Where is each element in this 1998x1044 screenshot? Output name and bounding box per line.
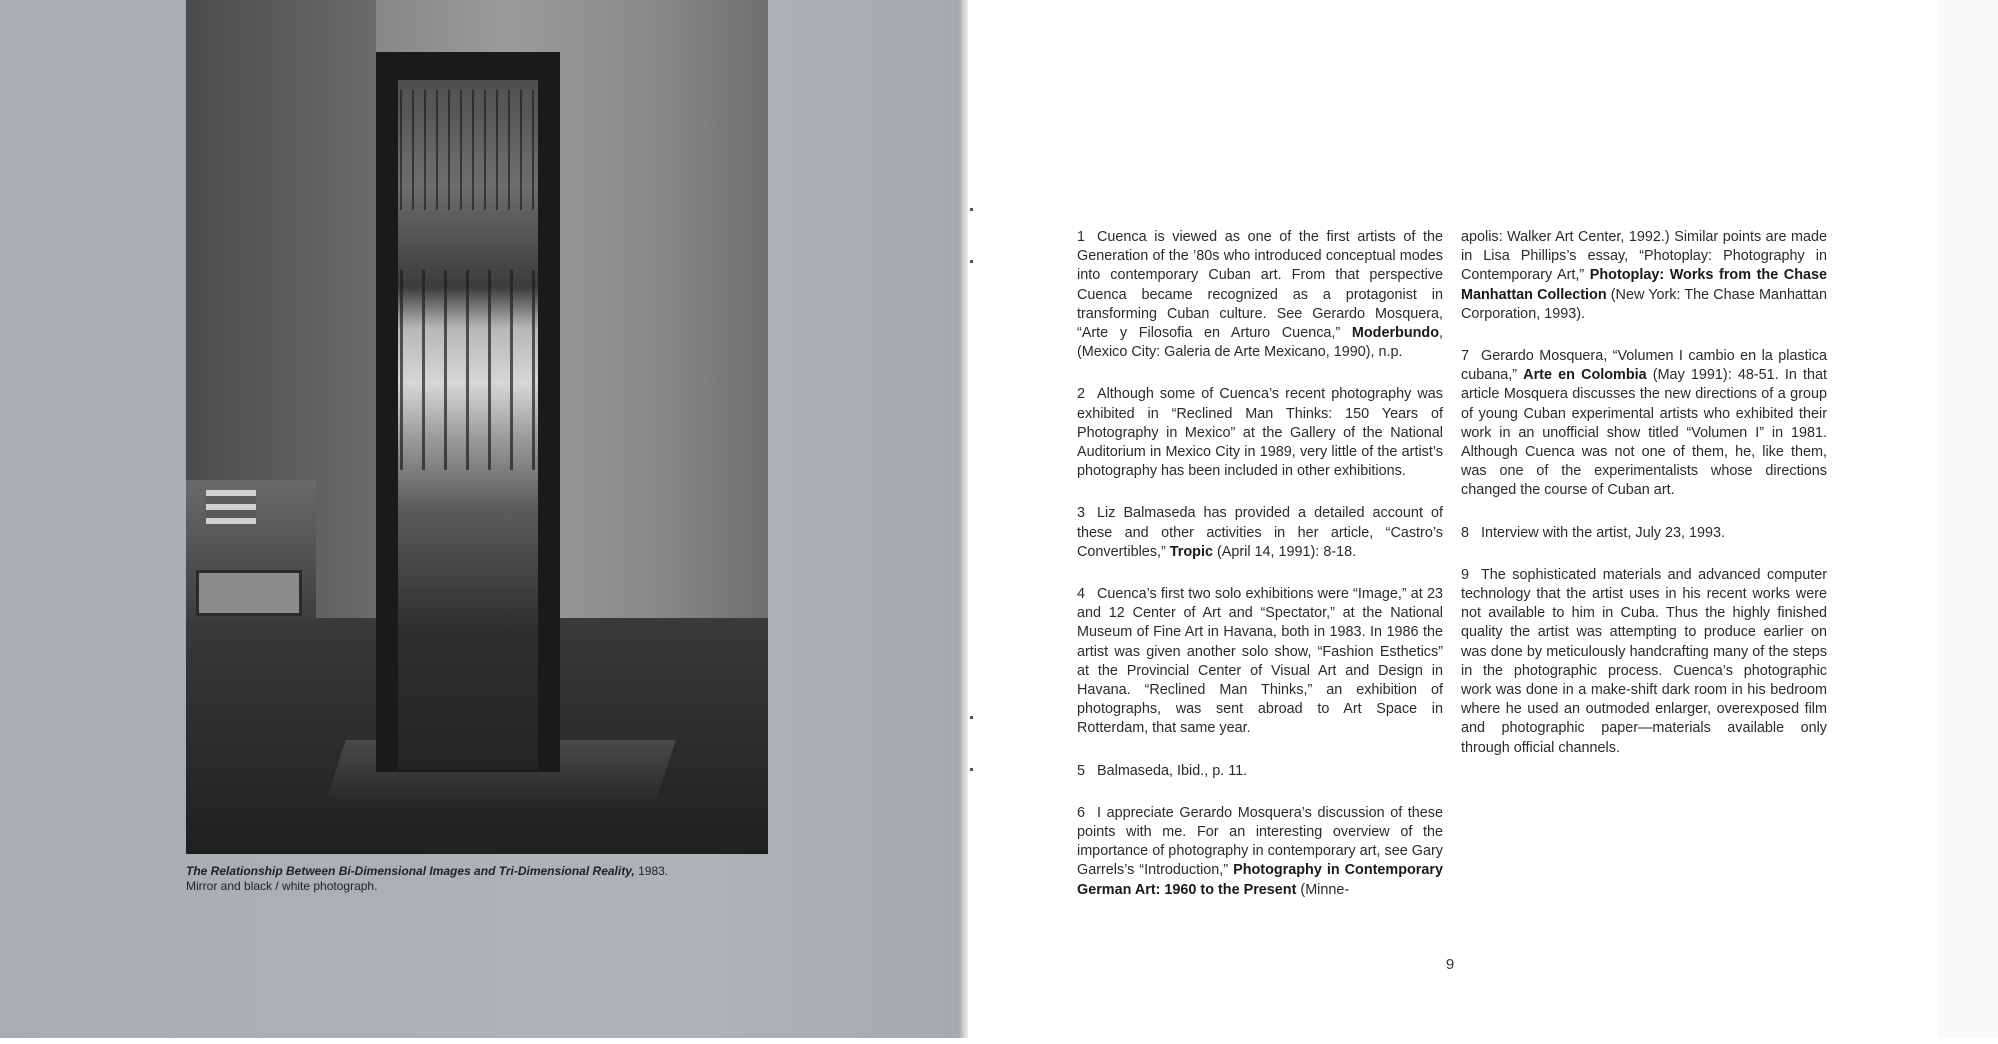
note-publication-title: Photoplay: Works from the Chase Manhattan Collection [1461, 267, 1827, 303]
caption-title: The Relationship Between Bi-Dimensional Images and Tri-Dimensional Reality, [186, 864, 635, 878]
page-edge [1938, 0, 1998, 1044]
endnote [1077, 504, 1443, 562]
endnote [1077, 804, 1443, 900]
note-number: 7 [1461, 348, 1470, 365]
endnote [1461, 347, 1827, 501]
endnote [1461, 524, 1827, 543]
binding-mark [970, 208, 973, 211]
note-text: , (Mexico City: Galeria de Arte Mexicano, 1990), n.p. [1077, 325, 1443, 361]
note-number: 5 [1077, 762, 1086, 779]
note-publication-title: Tropic [1169, 543, 1213, 560]
photo-paper-sheets [206, 490, 256, 530]
endnote [1077, 762, 1443, 781]
note-text: Interview with the artist, July 23, 1993. [1481, 524, 1725, 541]
note-text: The sophisticated materials and advanced computer technology that the artist uses in his recent works were not available to him in Cuba. Thus the highly finished quality the artist was attempting to produce earlier on was done by meticulously handcrafting many of the steps in the photographic process. Cuenca’s photographic work was done in a make-shift dark room in his bedroom where he used an outmoded enlarger, overexposed film and photographic paper—materials available only through official channels. [1461, 566, 1827, 756]
note-text: Although some of Cuenca’s recent photography was exhibited in “Reclined Man Thinks: 150 Years of Photography in Mexico” at the Gallery of the National Auditorium in Mexico City in 1989, very little of the artist’s photography has been included in other exhibitions. [1077, 386, 1443, 480]
page-number: 9 [1445, 956, 1455, 973]
note-text: Gerardo Mosquera, “Volumen I cambio en la plastica cubana,” [1461, 348, 1827, 384]
caption-medium: Mirror and black / white photograph. [186, 879, 378, 893]
binding-mark [970, 768, 973, 771]
note-publication-title: Arte en Colombia [1523, 367, 1647, 384]
note-text: Balmaseda, Ibid., p. 11. [1097, 762, 1248, 779]
endnote [1077, 385, 1443, 481]
photo-caption [186, 864, 766, 894]
binding-mark [970, 260, 973, 263]
note-text: Cuenca’s first two solo exhibitions were “Image,” at 23 and 12 Center of Art and “Spectator,” at the National Museum of Fine Art in Havana, both in 1983. In 1986 the artist was given another solo show, “Fashion Esthetics” at the Provincial Center of Visual Art and Design in Havana. “Reclined Man Thinks,” an exhibition of photographs, was sent abroad to Art Space in Rotterdam, that same year. [1077, 586, 1443, 737]
note-text: Liz Balmaseda has provided a detailed account of these and other activities in her article, “Castro’s Convertibles,” [1077, 505, 1443, 560]
note-text: Cuenca is viewed as one of the first artists of the Generation of the ’80s who introduced conceptual modes into contemporary Cuban art. From that perspective Cuenca became recognized as a protagonist in transforming Cuban culture. See Gerardo Mosquera, “Arte y Filosofia en Arturo Cuenca,” [1077, 229, 1443, 342]
binding-mark [970, 716, 973, 719]
caption-year: 1983. [634, 864, 669, 878]
mirror-artwork-photograph [186, 0, 768, 854]
photo-mirror-reflection-grille [400, 90, 536, 210]
endnote [1077, 228, 1443, 362]
page-bottom-edge [0, 1038, 1998, 1044]
note-number: 3 [1077, 505, 1086, 522]
note-text: apolis: Walker Art Center, 1992.) Similar points are made in Lisa Phillips’s essay, “Photoplay: Photography in Contemporary Art,” [1461, 229, 1827, 284]
notes-column-left [1077, 228, 1443, 923]
note-text: (New York: The Chase Manhattan Corporation, 1993). [1461, 286, 1827, 322]
note-publication-title: Photography in Contemporary German Art: 1960 to the Present [1077, 862, 1443, 898]
endnote-continuation [1461, 228, 1827, 324]
note-publication-title: Moderbundo [1351, 325, 1439, 342]
notes-column-right [1461, 228, 1827, 781]
note-text: I appreciate Gerardo Mosquera’s discussion of these points with me. For an interesting overview of the importance of photography in contemporary art, see Gary Garrels’s “Introduction,” [1077, 804, 1443, 879]
note-number: 2 [1077, 386, 1086, 403]
photo-mirror-reflection-window [400, 270, 536, 470]
note-text-continued: (Minne- [1296, 881, 1350, 898]
note-number: 6 [1077, 804, 1086, 821]
note-text: (April 14, 1991): 8-18. [1212, 543, 1357, 560]
photo-table-top [196, 570, 302, 616]
note-number: 1 [1077, 229, 1086, 245]
note-number: 8 [1461, 524, 1470, 541]
note-number: 4 [1077, 586, 1086, 603]
note-text: (May 1991): 48-51. In that article Mosquera discusses the new directions of a group of young Cuban experimental artists who exhibited their work in an unofficial show titled “Volumen I” in 1981. Although Cuenca was not one of them, he, like them, was one of the experimentalists whose directions changed the course of Cuban art. [1461, 367, 1827, 499]
note-number: 9 [1461, 566, 1470, 583]
endnote [1461, 566, 1827, 758]
endnote [1077, 585, 1443, 739]
